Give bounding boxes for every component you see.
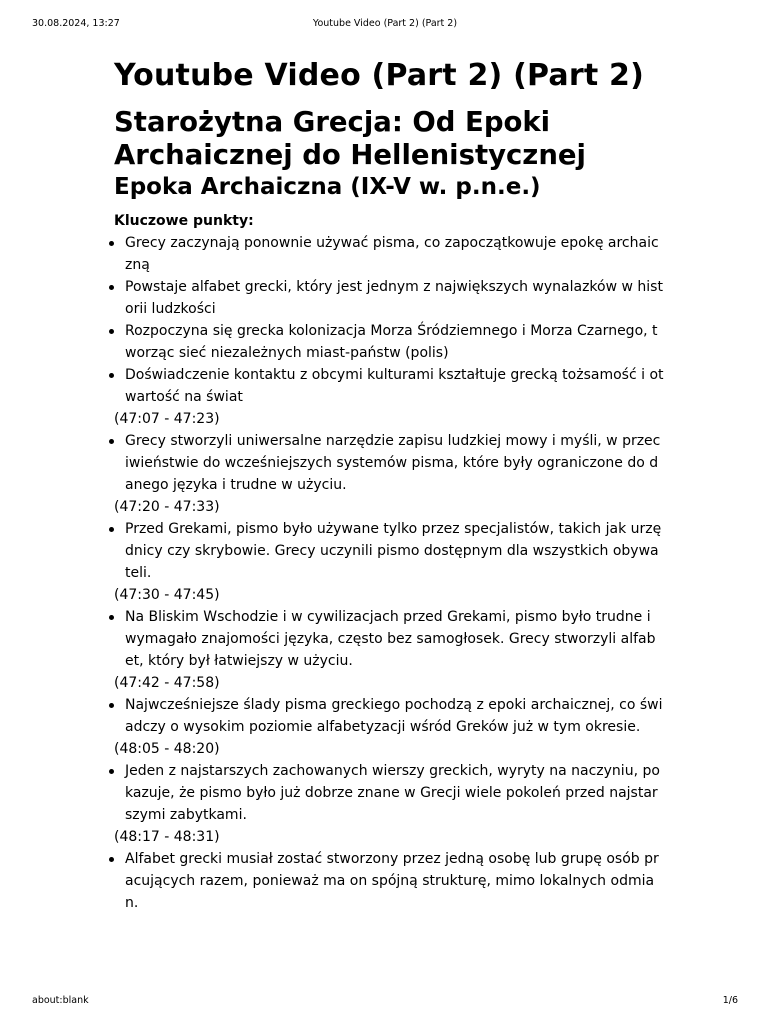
print-footer (32, 995, 738, 1009)
print-page-title: Youtube Video (Part 2) (Part 2) (312, 18, 458, 29)
timestamp: (47:07 - 47:23) (114, 411, 220, 427)
list-item: Rozpoczyna się grecka kolonizacja Morza Śródziemnego i Morza Czarnego, tworząc sieć niezależnych miast-państw (polis) (114, 320, 664, 364)
list-item: Powstaje alfabet grecki, który jest jednym z największych wynalazków w historii ludzkości (114, 276, 664, 320)
print-header (32, 18, 738, 32)
intro-points-list (114, 232, 664, 408)
timestamp: (47:20 - 47:33) (114, 499, 220, 515)
list-item: Grecy stworzyli uniwersalne narzędzie zapisu ludzkiej mowy i myśli, w przeciwieństwie do wcześniejszych systemów pisma, które były ograniczone do danego języka i trudne w użyciu. (114, 430, 664, 496)
list-item: Jeden z najstarszych zachowanych wierszy greckich, wyryty na naczyniu, pokazuje, że pismo było już dobrze znane w Grecji wiele pokoleń przed najstarszymi zabytkami. (114, 760, 664, 826)
timestamp: (48:05 - 48:20) (114, 741, 220, 757)
timestamp: (48:17 - 48:31) (114, 829, 220, 845)
page-number: 1/6 (722, 995, 738, 1006)
key-points-heading: Kluczowe punkty: (114, 213, 254, 229)
timestamp: (47:30 - 47:45) (114, 587, 220, 603)
document-content (114, 58, 664, 914)
list-item: Przed Grekami, pismo było używane tylko przez specjalistów, takich jak urzędnicy czy skrybowie. Grecy uczynili pismo dostępnym dla wszystkich obywateli. (114, 518, 664, 584)
section-title: Starożytna Grecja: Od Epoki Archaicznej do Hellenistycznej (114, 106, 586, 171)
list-item: Doświadczenie kontaktu z obcymi kulturami kształtuje grecką tożsamość i otwartość na świat (114, 364, 664, 408)
print-url: about:blank (32, 995, 89, 1006)
list-item: Na Bliskim Wschodzie i w cywilizacjach przed Grekami, pismo było trudne i wymagało znajomości języka, często bez samogłosek. Grecy stworzyli alfabet, który był łatwiejszy w użyciu. (114, 606, 664, 672)
subsection-title: Epoka Archaiczna (IX-V w. p.n.e.) (114, 174, 541, 200)
list-item: Alfabet grecki musiał zostać stworzony przez jedną osobę lub grupę osób pracujących razem, ponieważ ma on spójną strukturę, mimo lokalnych odmian. (114, 848, 664, 914)
timestamp: (47:42 - 47:58) (114, 675, 220, 691)
list-item: Najwcześniejsze ślady pisma greckiego pochodzą z epoki archaicznej, co świadczy o wysokim poziomie alfabetyzacji wśród Greków już w tym okresie. (114, 694, 664, 738)
list-item: Grecy zaczynają ponownie używać pisma, co zapoczątkowuje epokę archaiczną (114, 232, 664, 276)
print-datetime: 30.08.2024, 13:27 (32, 18, 120, 29)
document-title: Youtube Video (Part 2) (Part 2) (114, 58, 644, 93)
